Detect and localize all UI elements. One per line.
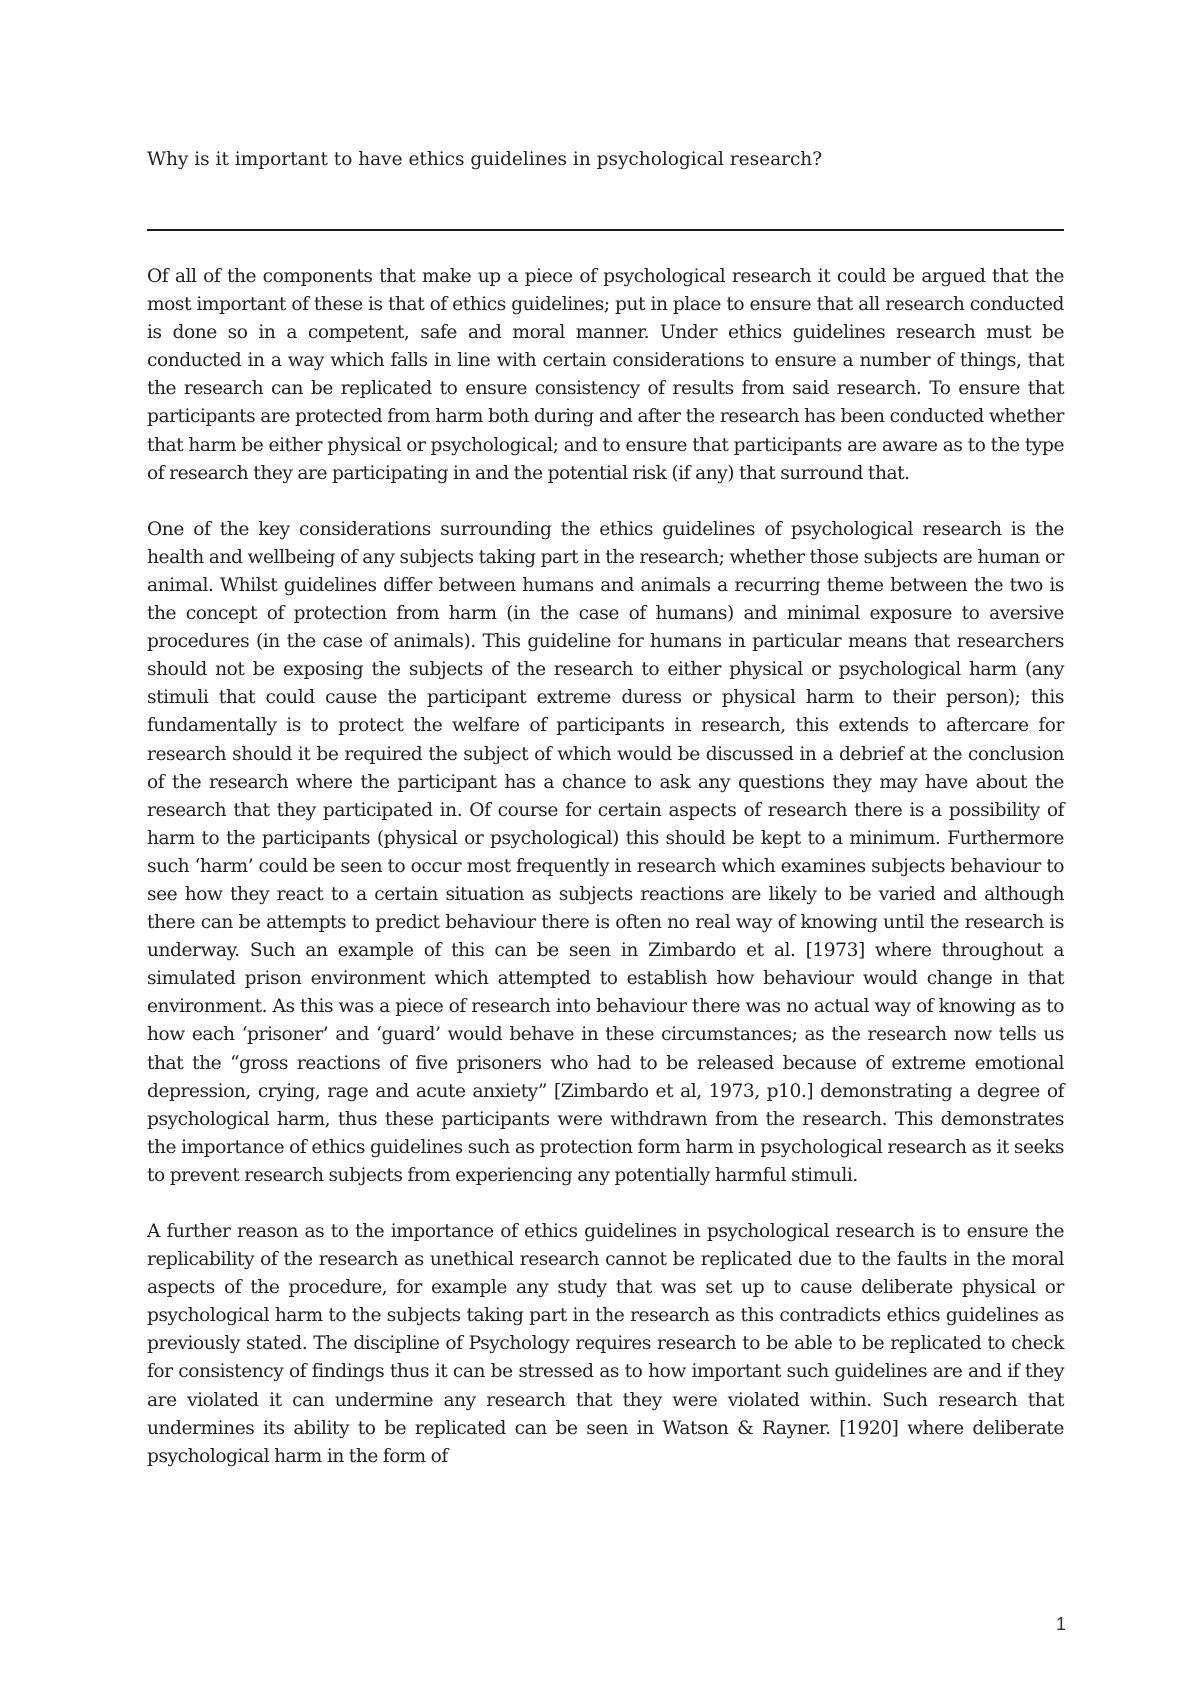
- paragraph-introduction: Of all of the components that make up a piece of psychological research it could be argued that the most important of these is that of ethics guidelines; put in place to ensure that all research conducted is done so in a competent, safe and moral manner. Under ethics guidelines research must be conducted in a way which falls in line with certain considerations to ensure a number of things, that the research can be replicated to ensure consistency of results from said research. To ensure that participants are protected from harm both during and after the research has been conducted whether that harm be either physical or psychological; and to ensure that participants are aware as to the type of research they are participating in and the potential risk (if any) that surround that.: [147, 266, 1064, 484]
- title-divider: [147, 229, 1064, 231]
- paragraph-replicability: A further reason as to the importance of ethics guidelines in psychological research is to ensure the replicability of the research as unethical research cannot be replicated due to the faults in the moral aspects of the procedure, for example any study that was set up to cause deliberate physical or psychological harm to the subjects taking part in the research as this contradicts ethics guidelines as previously stated. The discipline of Psychology requires research to be able to be replicated to check for consistency of findings thus it can be stressed as to how important such guidelines are and if they are violated it can undermine any research that they were violated within. Such research that undermines its ability to be replicated can be seen in Watson & Rayner. [1920] where deliberate psychological harm in the form of: [147, 1221, 1064, 1467]
- essay-body: [147, 263, 1064, 1499]
- paragraph-protection-from-harm: One of the key considerations surrounding the ethics guidelines of psychological research is the health and wellbeing of any subjects taking part in the research; whether those subjects are human or animal. Whilst guidelines differ between humans and animals a recurring theme between the two is the concept of protection from harm (in the case of humans) and minimal exposure to aversive procedures (in the case of animals). This guideline for humans in particular means that researchers should not be exposing the subjects of the research to either physical or psychological harm (any stimuli that could cause the participant extreme duress or physical harm to their person); this fundamentally is to protect the welfare of participants in research, this extends to aftercare for research should it be required the subject of which would be discussed in a debrief at the conclusion of the research where the participant has a chance to ask any questions they may have about the research that they participated in. Of course for certain aspects of research there is a possibility of harm to the participants (physical or psychological) this should be kept to a minimum. Furthermore such ‘harm’ could be seen to occur most frequently in research which examines subjects behaviour to see how they react to a certain situation as subjects reactions are likely to be varied and although there can be attempts to predict behaviour there is often no real way of knowing until the research is underway. Such an example of this can be seen in Zimbardo et al. [1973] where throughout a simulated prison environment which attempted to establish how behaviour would change in that environment. As this was a piece of research into behaviour there was no actual way of knowing as to how each ‘prisoner’ and ‘guard’ would behave in these circumstances; as the research now tells us that the “gross reactions of five prisoners who had to be released because of extreme emotional depression, crying, rage and acute anxiety” [Zimbardo et al, 1973, p10.] demonstrating a degree of psychological harm, thus these participants were withdrawn from the research. This demonstrates the importance of ethics guidelines such as protection form harm in psychological research as it seeks to prevent research subjects from experiencing any potentially harmful stimuli.: [147, 518, 1064, 1186]
- essay-question-title: Why is it important to have ethics guidelines in psychological research?: [147, 149, 823, 170]
- page-number: 1: [1055, 1614, 1066, 1634]
